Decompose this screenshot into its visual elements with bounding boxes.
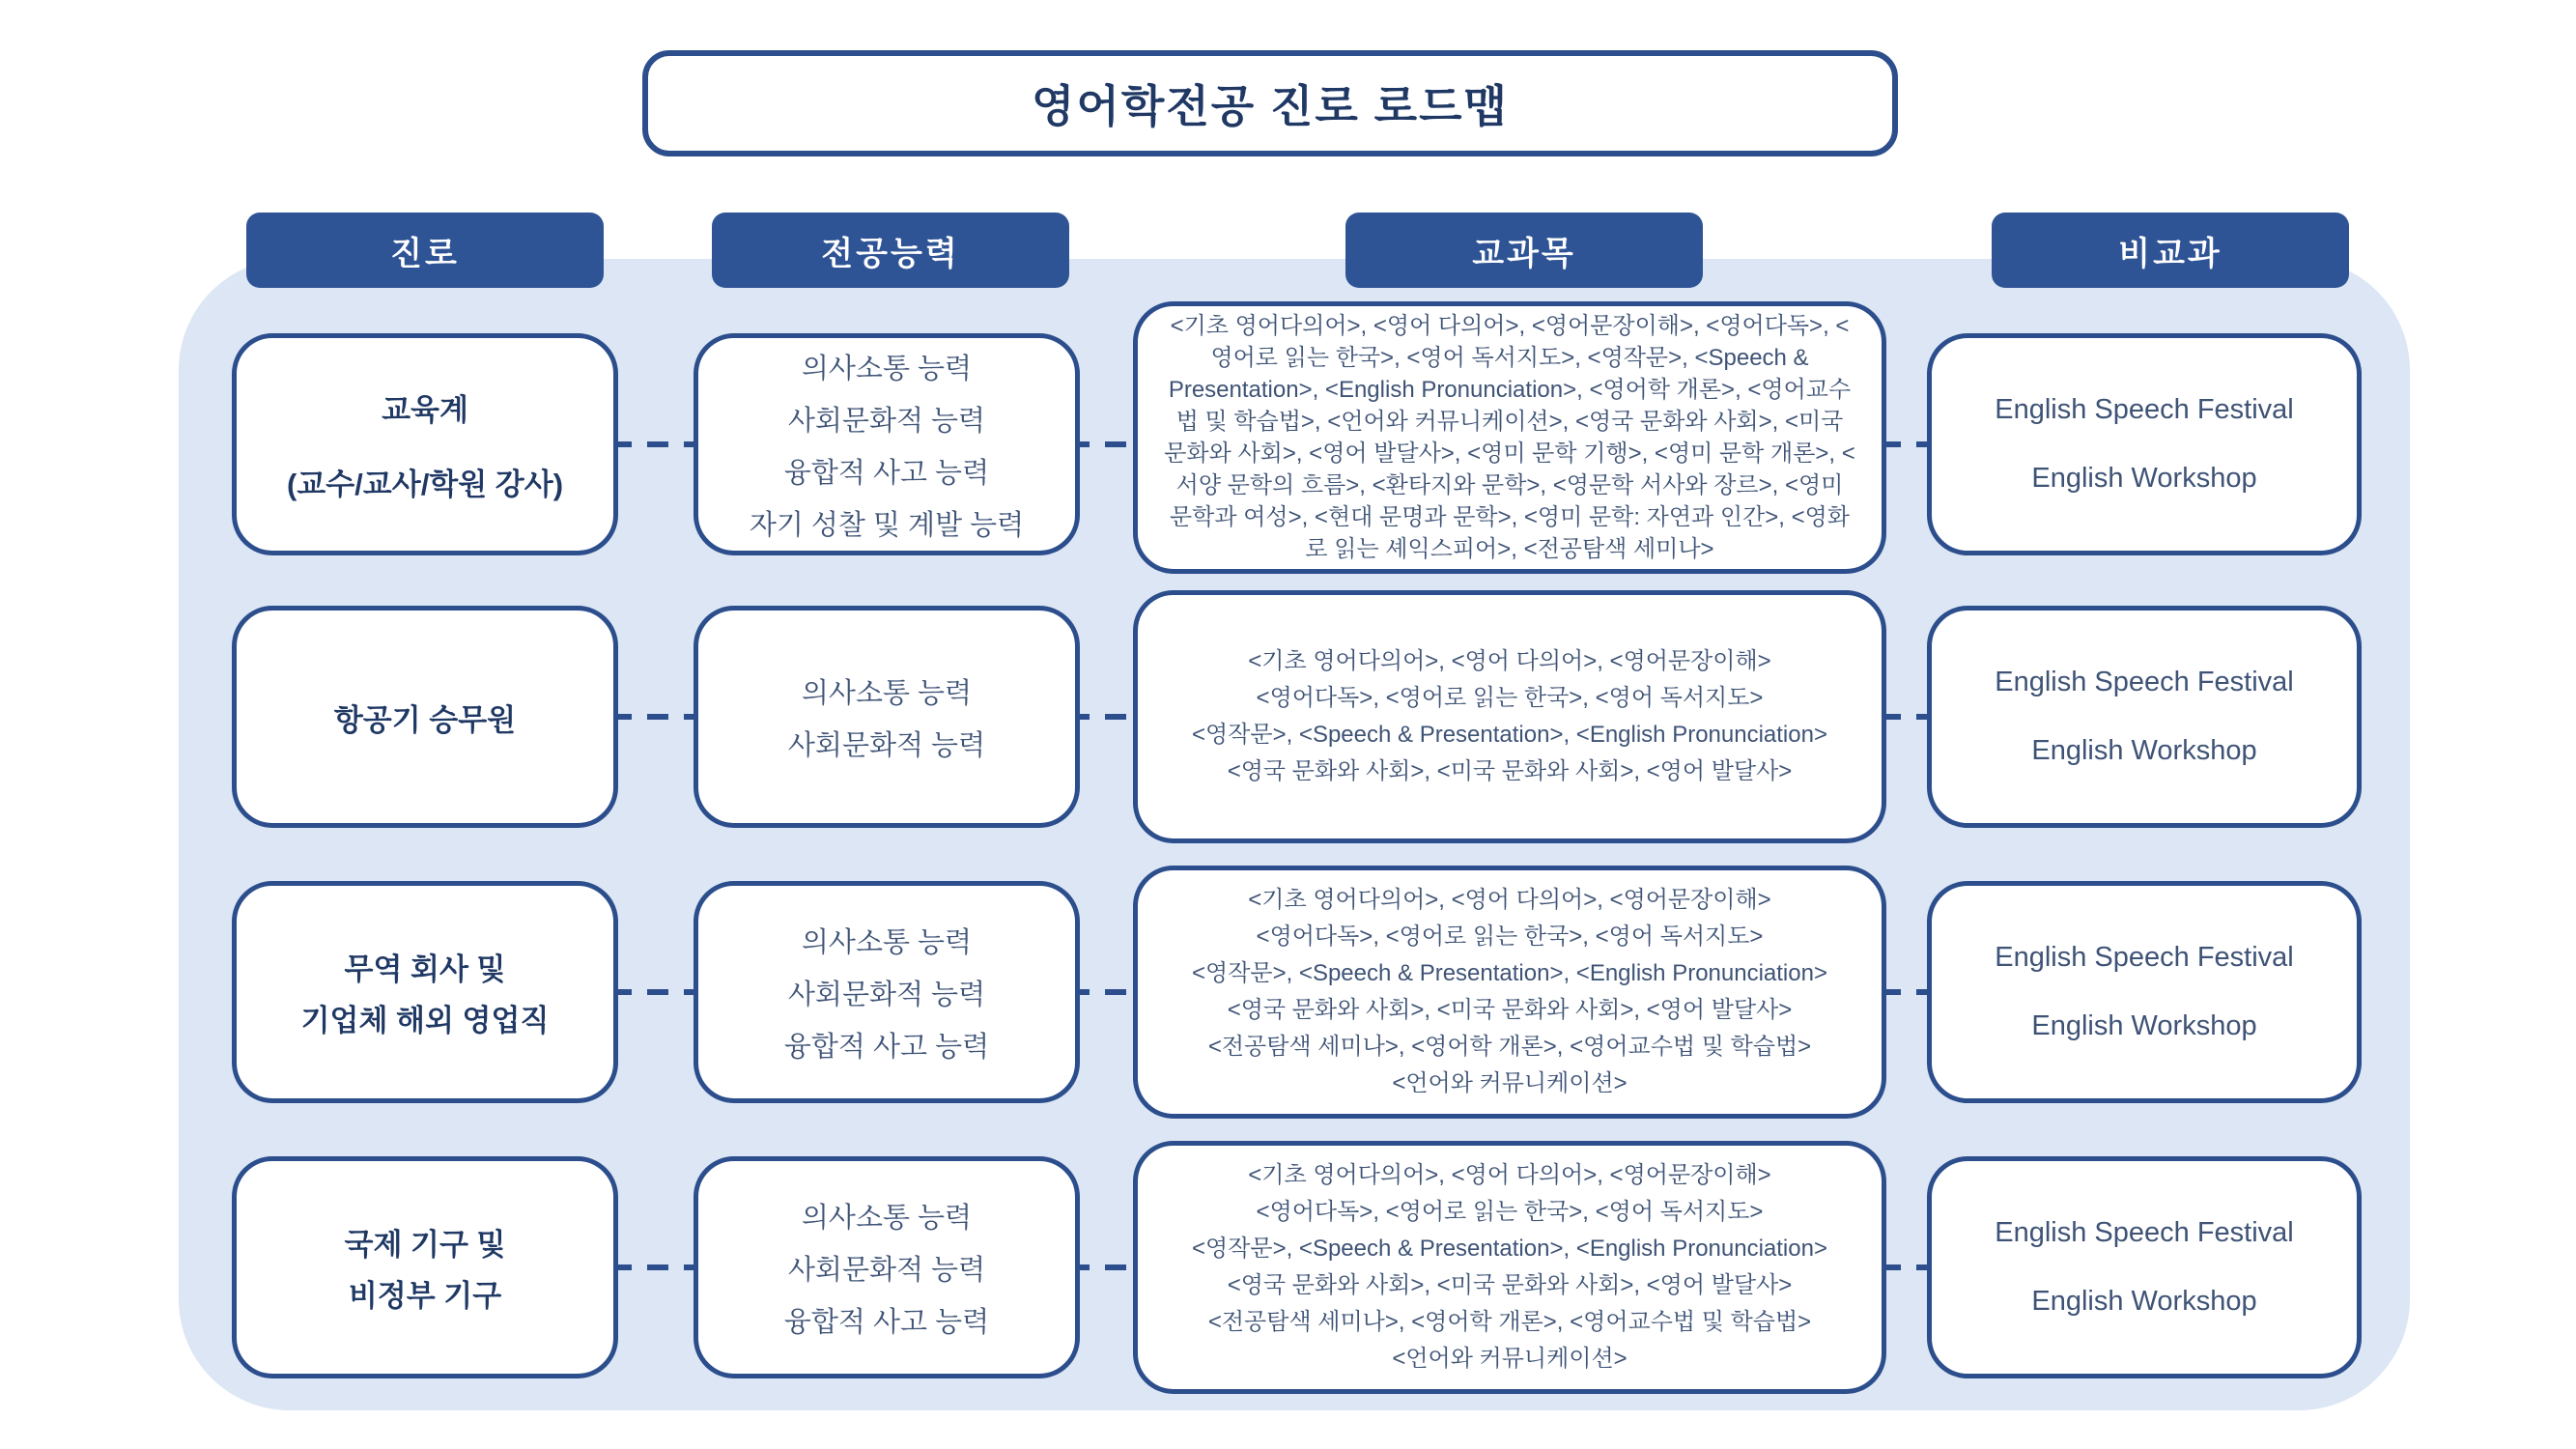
career-line: 항공기 승무원 xyxy=(333,702,517,737)
course-line: <영국 문화와 사회>, <미국 문화와 사회>, <영어 발달사> xyxy=(1227,997,1793,1023)
competency-box xyxy=(694,1156,1080,1378)
courses-box xyxy=(1133,1141,1886,1394)
dashed-connector-3 xyxy=(1880,714,1934,720)
dashed-connector-3 xyxy=(1880,441,1934,447)
extracurricular-lines xyxy=(1995,1217,2294,1318)
career-line: (교수/교사/학원 강사) xyxy=(286,468,564,501)
career-lines xyxy=(345,1220,506,1315)
competency-box xyxy=(694,606,1080,828)
extracurricular-line: English Speech Festival xyxy=(1995,942,2294,973)
competency-box xyxy=(694,333,1080,555)
extracurricular-line: English Workshop xyxy=(2031,1010,2257,1041)
dashed-connector-1 xyxy=(610,714,701,720)
extracurricular-lines xyxy=(1995,667,2294,767)
roadmap-title-box xyxy=(642,50,1898,156)
course-line: <영작문>, <Speech & Presentation>, <English Pronunciation> xyxy=(1192,1236,1827,1262)
career-line: 비정부 기구 xyxy=(348,1279,502,1313)
career-lines xyxy=(287,385,563,503)
competency-lines xyxy=(784,921,989,1065)
extracurricular-line: English Speech Festival xyxy=(1995,1217,2294,1248)
course-line: <언어와 커뮤니케이션> xyxy=(1392,1346,1628,1372)
extracurricular-line: English Workshop xyxy=(2031,1286,2257,1317)
competency-line: 융합적 사고 능력 xyxy=(783,1306,990,1338)
competency-lines xyxy=(788,671,985,763)
career-box xyxy=(232,1156,618,1378)
career-line: 교육계 xyxy=(382,393,468,427)
course-line: <전공탐색 세미나>, <영어학 개론>, <영어교수법 및 학습법> xyxy=(1207,1034,1812,1060)
course-line: <영작문>, <Speech & Presentation>, <English Pronunciation> xyxy=(1192,722,1827,748)
course-line: <기초 영어다의어>, <영어 다의어>, <영어문장이해> xyxy=(1248,1162,1771,1188)
course-line: <기초 영어다의어>, <영어 다의어>, <영어문장이해> xyxy=(1248,887,1771,913)
page-title: 영어학전공 진로 로드맵 xyxy=(1032,81,1509,131)
course-line: <영어다독>, <영어로 읽는 한국>, <영어 독서지도> xyxy=(1256,685,1764,711)
competency-lines xyxy=(784,1196,989,1340)
career-lines xyxy=(301,945,550,1039)
dashed-connector-1 xyxy=(610,989,701,995)
career-box xyxy=(232,606,618,828)
extracurricular-box xyxy=(1927,1156,2362,1378)
dashed-connector-3 xyxy=(1880,1264,1934,1270)
course-line: <영작문>, <Speech & Presentation>, <English Pronunciation> xyxy=(1192,960,1827,986)
competency-line: 사회문화적 능력 xyxy=(787,1254,986,1286)
competency-line: 의사소통 능력 xyxy=(801,677,973,709)
extracurricular-lines xyxy=(1995,394,2294,495)
career-line: 국제 기구 및 xyxy=(344,1228,506,1262)
dashed-connector-3 xyxy=(1880,989,1934,995)
competency-line: 자기 성찰 및 계발 능력 xyxy=(749,509,1025,541)
competency-line: 의사소통 능력 xyxy=(801,926,973,958)
course-line: <영국 문화와 사회>, <미국 문화와 사회>, <영어 발달사> xyxy=(1227,758,1793,784)
course-line: <영어다독>, <영어로 읽는 한국>, <영어 독서지도> xyxy=(1256,923,1764,950)
competency-line: 의사소통 능력 xyxy=(801,1202,973,1234)
competency-line: 사회문화적 능력 xyxy=(787,979,986,1010)
courses-box xyxy=(1133,590,1886,843)
competency-line: 융합적 사고 능력 xyxy=(783,1031,990,1063)
column-header-competency: 전공능력 xyxy=(712,213,1069,288)
extracurricular-box xyxy=(1927,333,2362,555)
extracurricular-line: English Speech Festival xyxy=(1995,394,2294,425)
career-box xyxy=(232,333,618,555)
course-line: <영국 문화와 사회>, <미국 문화와 사회>, <영어 발달사> xyxy=(1227,1272,1793,1298)
career-line: 기업체 해외 영업직 xyxy=(300,1004,550,1037)
dashed-connector-1 xyxy=(610,441,701,447)
career-line: 무역 회사 및 xyxy=(344,952,506,986)
column-header-extracurricular: 비교과 xyxy=(1992,213,2349,288)
course-line: <영어다독>, <영어로 읽는 한국>, <영어 독서지도> xyxy=(1256,1199,1764,1225)
competency-line: 융합적 사고 능력 xyxy=(783,457,990,489)
course-line: <언어와 커뮤니케이션> xyxy=(1392,1070,1628,1096)
competency-lines xyxy=(750,347,1024,543)
course-line: <기초 영어다의어>, <영어 다의어>, <영어문장이해>, <영어다독>, <영어로 읽는 한국>, <영어 독서지도>, <영작문>, <Speech & Presentation>, <English Pronunciation>, <영어학 개론>, <영어교수법 및 학습법>, <언어와 커뮤니케이션>, <영국 문화와 사회>, <미국 문화와 사회>, <영어 발달사>, <영미 문학 기행>, <영미 문학 개론>, <서양 문학의 흐름>, <환타지와 문학>, <영문학 서사와 장르>, <영미 문학과 여성>, <현대 문명과 문학>, <영미 문학: 자연과 인간>, <영화로 읽는 셰익스피어>, <전공탐색 세미나> xyxy=(1164,313,1855,562)
column-header-career: 진로 xyxy=(246,213,604,288)
extracurricular-box xyxy=(1927,881,2362,1103)
extracurricular-box xyxy=(1927,606,2362,828)
competency-line: 사회문화적 능력 xyxy=(787,405,986,437)
career-lines xyxy=(334,696,516,739)
column-header-courses: 교과목 xyxy=(1345,213,1703,288)
career-box xyxy=(232,881,618,1103)
extracurricular-line: English Workshop xyxy=(2031,735,2257,766)
extracurricular-line: English Workshop xyxy=(2031,463,2257,494)
extracurricular-line: English Speech Festival xyxy=(1995,667,2294,697)
courses-box xyxy=(1133,866,1886,1119)
competency-box xyxy=(694,881,1080,1103)
competency-line: 의사소통 능력 xyxy=(801,353,973,384)
dashed-connector-1 xyxy=(610,1264,701,1270)
course-line: <기초 영어다의어>, <영어 다의어>, <영어문장이해> xyxy=(1248,648,1771,674)
competency-line: 사회문화적 능력 xyxy=(787,729,986,761)
course-line: <전공탐색 세미나>, <영어학 개론>, <영어교수법 및 학습법> xyxy=(1207,1309,1812,1335)
extracurricular-lines xyxy=(1995,942,2294,1042)
courses-box xyxy=(1133,301,1886,574)
